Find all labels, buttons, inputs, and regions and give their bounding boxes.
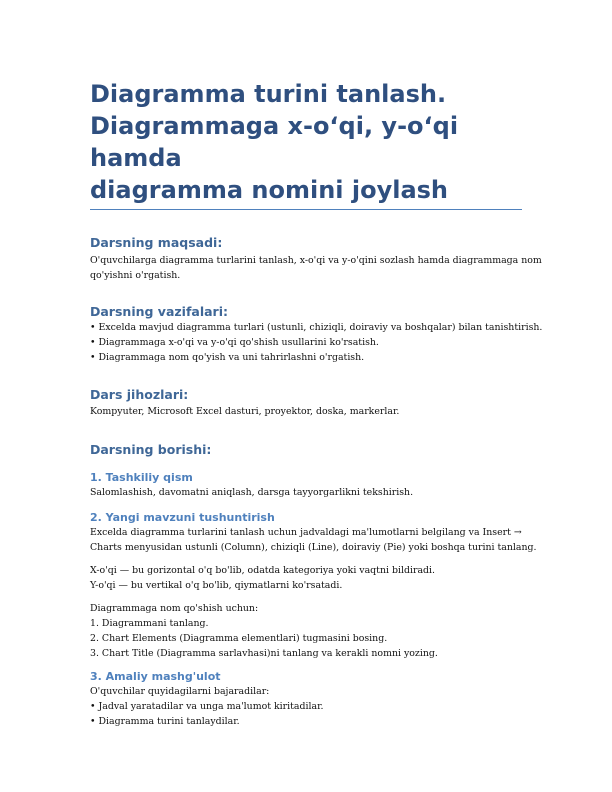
subsection-amaliy xyxy=(90,670,522,729)
paragraph-line: X-o'qi — bu gorizontal o'q bo'lib, odatda kategoriya yoki vaqtni bildiradi. xyxy=(90,565,436,576)
section-heading: Dars jihozlari: xyxy=(90,387,189,402)
paragraph-line: Diagrammaga nom qo'shish uchun: xyxy=(90,603,259,614)
title-line: Diagramma turini tanlash. xyxy=(90,80,447,108)
paragraph-line: qo'yishni o'rgatish. xyxy=(90,270,181,281)
section-heading: Darsning vazifalari: xyxy=(90,304,228,319)
list-item: • Excelda mavjud diagramma turlari (ustunli, chiziqli, doiraviy va boshqalar) bilan tanishtirish. xyxy=(90,322,543,333)
title-divider xyxy=(90,209,522,210)
section-borishi xyxy=(90,442,537,729)
title-line: Diagrammaga x-o‘qi, y-o‘qi hamda xyxy=(90,112,459,172)
list-item: 1. Diagrammani tanlang. xyxy=(90,618,209,629)
paragraph-line: Kompyuter, Microsoft Excel dasturi, proyektor, doska, markerlar. xyxy=(90,406,400,417)
list-item: • Diagrammaga x-o'qi va y-o'qi qo'shish usullarini ko'rsatish. xyxy=(90,337,379,348)
section-jihozlar xyxy=(90,387,522,419)
list-item: • Diagrammaga nom qo'yish va uni tahrirlashni o'rgatish. xyxy=(90,352,365,363)
subsection-heading: 2. Yangi mavzuni tushuntirish xyxy=(90,511,275,524)
paragraph-line: Salomlashish, davomatni aniqlash, darsga tayyorgarlikni tekshirish. xyxy=(90,487,414,498)
subsection-yangi-mavzu xyxy=(90,511,537,661)
list-item: • Jadval yaratadilar va unga ma'lumot kiritadilar. xyxy=(90,701,324,712)
list-item: 2. Chart Elements (Diagramma elementlari) tugmasini bosing. xyxy=(90,633,388,644)
paragraph-line: O'quvchilarga diagramma turlarini tanlash, x-o'qi va y-o'qini sozlash hamda diagrammaga nom xyxy=(90,255,542,266)
section-heading: Darsning borishi: xyxy=(90,442,212,457)
section-heading: Darsning maqsadi: xyxy=(90,235,223,250)
document-title xyxy=(90,78,522,206)
paragraph-line: Y-o'qi — bu vertikal o'q bo'lib, qiymatlarni ko'rsatadi. xyxy=(90,580,343,591)
subsection-tashkiliy xyxy=(90,471,522,500)
title-line: diagramma nomini joylash xyxy=(90,176,449,204)
section-maqsad xyxy=(90,235,542,283)
paragraph-line: Charts menyusidan ustunli (Column), chiziqli (Line), doiraviy (Pie) yoki boshqa turini tanlang. xyxy=(90,542,537,553)
paragraph-line: O'quvchilar quyidagilarni bajaradilar: xyxy=(90,686,270,697)
list-item: • Diagramma turini tanlaydilar. xyxy=(90,716,240,727)
paragraph-line: Excelda diagramma turlarini tanlash uchun jadvaldagi ma'lumotlarni belgilang va Insert → xyxy=(90,527,522,538)
subsection-heading: 3. Amaliy mashg'ulot xyxy=(90,670,221,683)
section-vazifalar xyxy=(90,304,543,365)
list-item: 3. Chart Title (Diagramma sarlavhasi)ni tanlang va kerakli nomni yozing. xyxy=(90,648,438,659)
subsection-heading: 1. Tashkiliy qism xyxy=(90,471,193,484)
